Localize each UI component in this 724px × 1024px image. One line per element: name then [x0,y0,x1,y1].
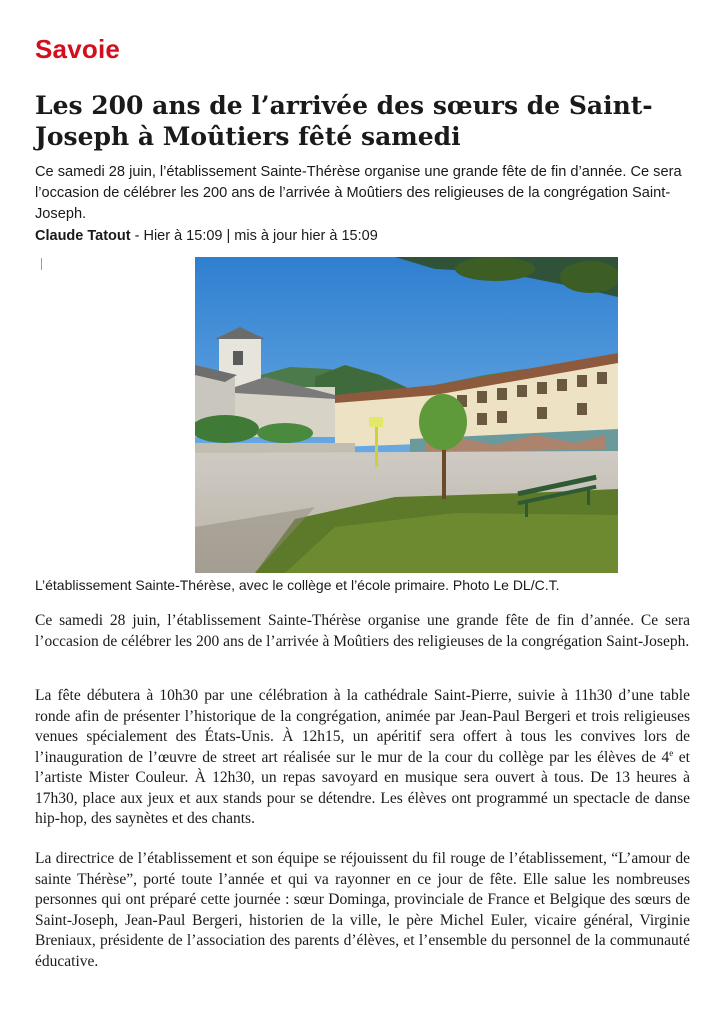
article-lead: Ce samedi 28 juin, l’établissement Sainte-Thérèse organise une grande fête de fin d’année. Ce sera l’occasion de célébrer les 200 ans de l’arrivée à Moûtiers des religieuses de la congrégation Saint-Joseph. [35,164,682,222]
body-paragraph-3: La directrice de l’établissement et son équipe se réjouissent du fil rouge de l’établissement, “L’amour de sainte Thérèse”, porté toute l’année et qui va rayonner en ce jour de fête. Elle salue les nombreuses personnes qui ont préparé cette journée : sœur Dominga, provinciale de France et Belgique des sœurs de Saint-Joseph, Jean-Paul Bergeri, historien de la ville, le père Michel Euler, vicaire général, Virginie Breniaux, présidente de l’association des parents d’élèves, et l’ensemble du personnel de la communauté éducative. [35,850,690,970]
article-photo[interactable] [195,257,618,573]
publish-time: - Hier à 15:09 | mis à jour hier à 15:09 [130,228,378,244]
byline [35,228,675,244]
photo-school-courtyard-icon [195,257,618,573]
paragraph-2-text-a: La fête débutera à 10h30 par une célébration à la cathédrale Saint-Pierre, suivie à 11h30 d’une table ronde afin de présenter l’historique de la congrégation, animée par Jean-Paul Bergeri et trois religieuses venues spécialement des États-Unis. À 12h15, un apéritif sera offert à tous les convives lors de l’inauguration de l’œuvre de street art réalisée sur le mur de la cour du collège par les élèves de 4 [35,687,690,766]
author-name[interactable]: Claude Tatout [35,228,131,244]
photo-caption: L’établissement Sainte-Thérèse, avec le collège et l’école primaire. Photo Le DL/C.T. [35,577,560,593]
body-paragraph-2 [35,686,690,830]
section-label[interactable]: Savoie [35,34,121,64]
article-headline: Les 200 ans de l’arrivée des sœurs de Saint-Joseph à Moûtiers fêté samedi [35,91,653,151]
body-paragraph-1: Ce samedi 28 juin, l’établissement Sainte-Thérèse organise une grande fête de fin d’année. Ce sera l’occasion de célébrer les 200 ans de l’arrivée à Moûtiers des religieuses de la congrégation Saint-Joseph. [35,612,690,650]
paragraph-2-text-b: et l’artiste Mister Couleur. À 12h30, un repas savoyard en musique sera ouvert à tous. De 13 heures à 17h30, place aux jeux et aux stands pour se détendre. Les élèves ont programmé un spectacle de danse hip-hop, des saynètes et des chants. [35,748,690,827]
divider-tick [41,258,42,270]
ordinal-superscript: e [669,747,674,758]
